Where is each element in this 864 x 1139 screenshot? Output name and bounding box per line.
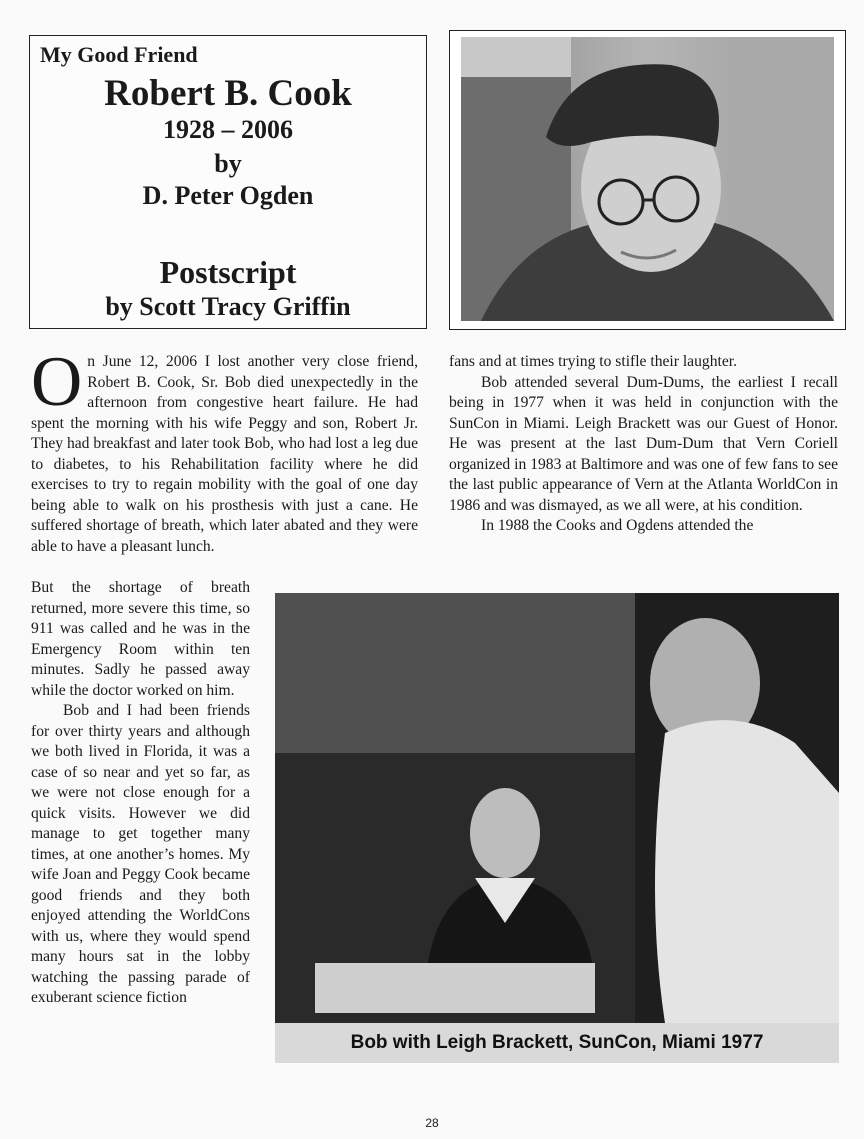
article-column-left-narrow — [31, 578, 250, 1009]
postscript-author: by Scott Tracy Griffin — [105, 292, 351, 321]
portrait-photo — [461, 37, 834, 321]
article-author: D. Peter Ogden — [142, 181, 314, 210]
portrait-photo-frame — [449, 30, 846, 330]
postscript-heading: Postscript — [159, 254, 297, 290]
event-photo — [275, 593, 839, 1063]
life-dates: 1928 – 2006 — [163, 115, 293, 144]
photo-caption: Bob with Leigh Brackett, SunCon, Miami 1977 — [275, 1023, 839, 1063]
article-subtitle: My Good Friend — [40, 42, 198, 67]
article-column-right-top — [449, 352, 838, 537]
portrait-photo-illustration — [461, 37, 834, 321]
page-number: 28 — [425, 1116, 439, 1130]
byline-by: by — [214, 149, 242, 178]
paragraph-3: Bob attended several Dum-Dums, the earliest I recall being in 1977 when it was held in conjunction with the SunCon in Miami. Leigh Brackett was our Guest of Honor. He was present at the last Dum-Dum that Vern Coriell organized in 1983 at Baltimore and was one of few fans to see the last public appearance of Vern at the Atlanta WorldCon in 1986 and was dismayed, as we all were, at his condition. — [449, 373, 838, 514]
paragraph-4: In 1988 the Cooks and Ogdens attended the — [481, 517, 754, 534]
drop-cap: O — [31, 343, 83, 421]
paragraph-2: Bob and I had been friends for over thirty years and although we both lived in Florida, it was a case of so near and yet so far, as we were not close enough for a quick visits. However we did manage to get together many times, at one another’s homes. My wife Joan and Peggy Cook became good friends and they both enjoyed attending the WorldCons with us, where they would spend many hours sat in the lobby watching the passing parade of exuberant science fiction — [31, 702, 250, 1006]
paragraph-1-continued: But the shortage of breath returned, more severe this time, so 911 was called and he was in the Emergency Room within ten minutes. Sadly he passed away while the doctor worked on him. — [31, 579, 250, 699]
paragraph-1: n June 12, 2006 I lost another very close friend, Robert B. Cook, Sr. Bob died unexpectedly in the afternoon from congestive heart failure. He had spent the morning with his wife Peggy and son, Robert Jr. They had breakfast and later took Bob, who had lost a leg due to diabetes, to his Rehabilitation facility where he did exercises to try to regain mobility with the goal of one day being able to walk on his prosthesis with just a cane. He suffered shortage of breath, which later abated and they were able to have a pleasant lunch. — [31, 353, 418, 555]
article-column-left-top — [31, 343, 418, 557]
title-box — [29, 35, 427, 329]
paragraph-2-continued: fans and at times trying to stifle their laughter. — [449, 353, 737, 370]
event-photo-illustration — [275, 593, 839, 1023]
article-title: Robert B. Cook — [104, 73, 352, 114]
